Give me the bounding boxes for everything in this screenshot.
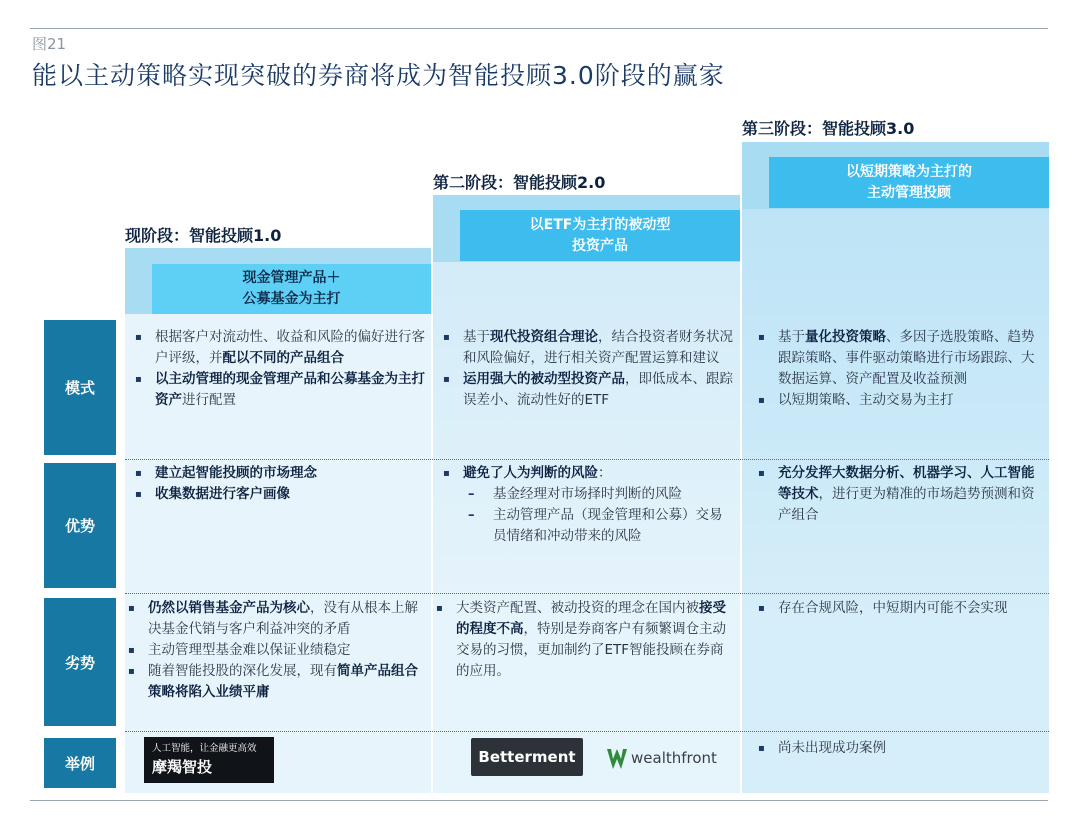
stage-2-header-line-2: 投资产品 [572,237,628,254]
row-separator [125,459,1049,460]
logo-brand: 摩羯智投 [152,758,213,776]
cell-mode-stage-2 [433,327,739,411]
bullet: ▪ 大类资产配置、被动投资的理念在国内被接受的程度不高，特别是券商客户有频繁调仓主动交易的习惯，更加制约了ETF智能投顾在券商的应用。 [426,598,732,682]
cell-disadvantage-stage-1 [118,598,434,703]
bullet: ▪ 基于现代投资组合理论，结合投资者财务状况和风险偏好，进行相关资产配置运算和建议 [433,327,733,369]
row-label-disadvantage: 劣势 [44,598,116,726]
bullet: ▪ 根据客户对流动性、收益和风险的偏好进行客户评级，并配以不同的产品组合 [125,327,425,369]
page-title: 能以主动策略实现突破的券商将成为智能投顾3.0阶段的赢家 [32,61,725,90]
stage-1-header [152,264,431,314]
stage-3-header [769,157,1049,208]
bullet: ▪ 运用强大的被动型投资产品，即低成本、跟踪误差小、流动性好的ETF [433,369,733,411]
logo-tagline: 人工智能，让金融更高效 [152,743,257,754]
cell-mode-stage-1 [125,327,431,411]
cell-mode-stage-3 [748,327,1049,411]
cell-disadvantage-stage-2 [426,598,738,682]
bullet: ▪ 主动管理型基金难以保证业绩稳定 [118,640,428,661]
bullet: ▪ 仍然以销售基金产品为核心，没有从根本上解决基金代销与客户利益冲突的矛盾 [118,598,428,640]
stage-3-label: 第三阶段：智能投顾3.0 [742,119,915,138]
stage-3-header-line-1: 以短期策略为主打的 [846,163,972,180]
row-label-example: 举例 [44,738,116,788]
bullet: ▪ 随着智能投股的深化发展，现有简单产品组合策略将陷入业绩平庸 [118,661,428,703]
bullet: ▪ 收集数据进行客户画像 [125,484,425,505]
bullet: ▪ 充分发挥大数据分析、机器学习、人工智能等技术，进行更为精准的市场趋势预测和资产组合 [748,463,1043,526]
sub-bullet: – 基金经理对市场择时判断的风险 [433,484,733,505]
bullet: ▪ 基于量化投资策略、多因子选股策略、趋势跟踪策略、事件驱动策略进行市场跟踪、大数据运算、资产配置及收益预测 [748,327,1043,390]
bullet: ▪ 建立起智能投顾的市场理念 [125,463,425,484]
stage-1-label: 现阶段：智能投顾1.0 [125,226,282,245]
stage-1-header-line-2: 公募基金为主打 [242,291,341,307]
row-label-mode: 模式 [44,320,116,455]
moxie-zhitou-logo [144,737,274,783]
row-separator [125,593,1049,594]
stage-1-header-line-1: 现金管理产品＋ [242,270,341,286]
wealthfront-logo [605,743,717,773]
wealthfront-mark-icon [605,745,629,771]
stage-2-header-line-1: 以ETF为主打的被动型 [529,216,671,233]
row-separator [125,731,1049,732]
cell-disadvantage-stage-3 [748,598,1049,619]
figure-label: 图21 [32,35,67,53]
wealthfront-wordmark: wealthfront [631,749,717,767]
cell-advantage-stage-2 [433,463,739,547]
stage-2-header [460,210,740,261]
betterment-logo: Betterment [471,738,583,776]
bullet: ▪ 避免了人为判断的风险： [433,463,733,484]
cell-example-stage-3 [748,738,1049,759]
top-rule [30,28,1048,29]
stage-2-label: 第二阶段：智能投顾2.0 [433,173,606,192]
bullet: ▪ 以短期策略、主动交易为主打 [748,390,1043,411]
bullet: ▪ 尚未出现成功案例 [748,738,1043,759]
bullet: ▪ 以主动管理的现金管理产品和公募基金为主打资产进行配置 [125,369,425,411]
cell-advantage-stage-1 [125,463,431,505]
row-label-advantage: 优势 [44,463,116,588]
bullet: ▪ 存在合规风险，中短期内可能不会实现 [748,598,1043,619]
stage-3-header-line-2: 主动管理投顾 [867,184,951,201]
cell-advantage-stage-3 [748,463,1049,526]
sub-bullet: – 主动管理产品（现金管理和公募）交易员情绪和冲动带来的风险 [433,505,733,547]
bottom-rule [30,800,1048,801]
